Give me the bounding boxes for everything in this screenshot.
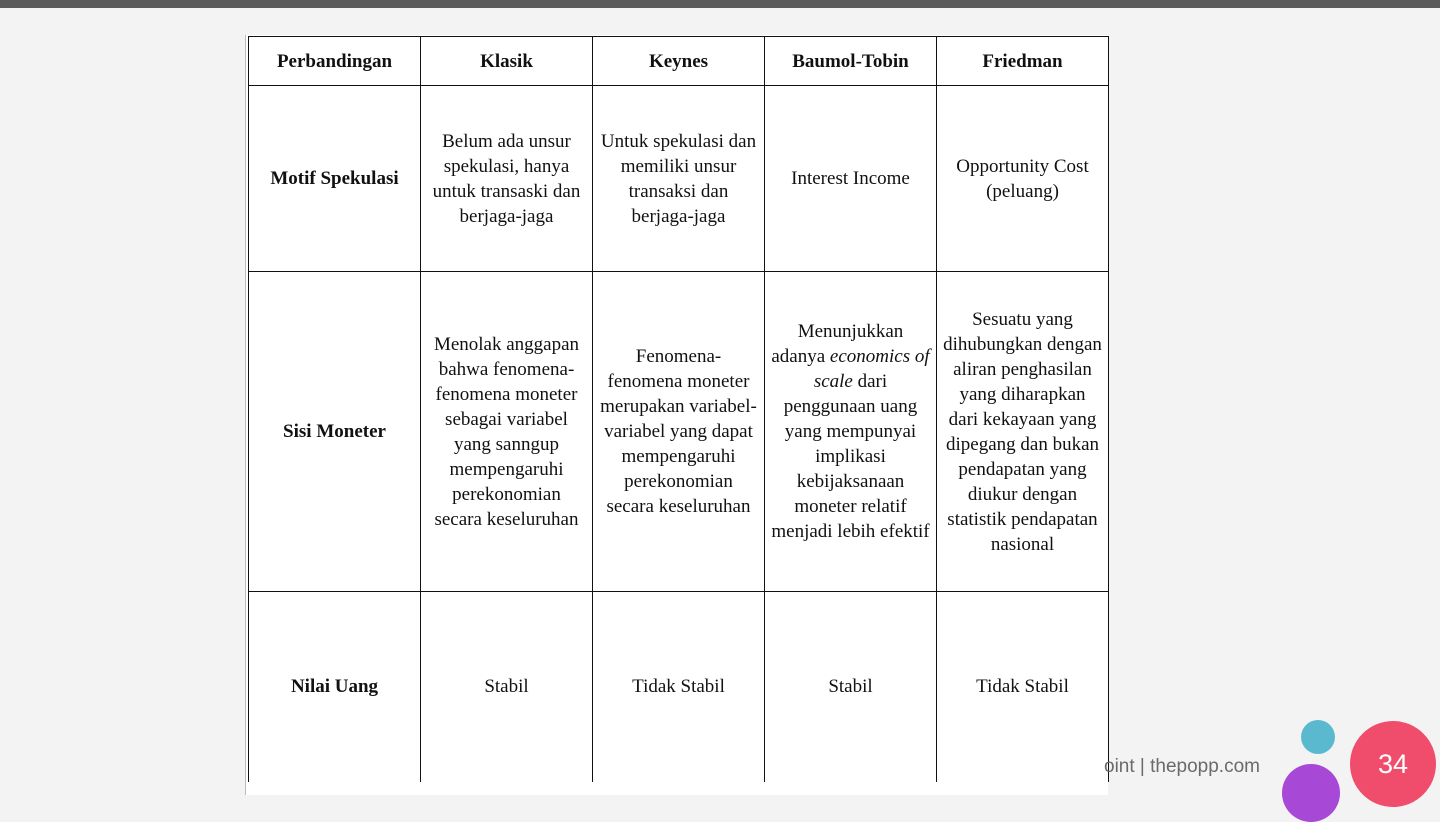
table-header-row — [249, 37, 1109, 86]
cell-klasik: Stabil — [421, 592, 593, 782]
cell-baumol-tobin: Interest Income — [765, 86, 937, 272]
cell-text-before: Menunjukkan adanya — [771, 321, 904, 367]
top-bar — [0, 0, 1440, 8]
row-label: Nilai Uang — [249, 592, 421, 782]
row-label: Sisi Moneter — [249, 272, 421, 592]
cell-friedman: Tidak Stabil — [937, 592, 1109, 782]
footer-text: oint | thepopp.com — [1104, 756, 1260, 777]
header-klasik: Klasik — [421, 37, 593, 86]
cell-text-italic: economics of scale — [813, 346, 930, 392]
comparison-table-image — [245, 35, 1108, 795]
cell-baumol-tobin — [765, 272, 937, 592]
cell-keynes: Fenomena-fenomena moneter merupakan variabel-variabel yang dapat mempengaruhi perekonomian secara keseluruhan — [593, 272, 765, 592]
table-row-motif-spekulasi — [249, 86, 1109, 272]
cell-friedman: Sesuatu yang dihubungkan dengan aliran penghasilan yang diharapkan dari kekayaan yang dipegang dan bukan pendapatan yang diukur dengan statistik pendapatan nasional — [937, 272, 1109, 592]
cell-friedman: Opportunity Cost (peluang) — [937, 86, 1109, 272]
table-row-nilai-uang — [249, 592, 1109, 782]
cell-text-after: dari penggunaan uang yang mempunyai implikasi kebijaksanaan moneter relatif menjadi lebih efektif — [771, 371, 930, 542]
header-friedman: Friedman — [937, 37, 1109, 86]
cell-keynes: Untuk spekulasi dan memiliki unsur transaksi dan berjaga-jaga — [593, 86, 765, 272]
decorative-dot-purple — [1282, 764, 1340, 822]
header-perbandingan: Perbandingan — [249, 37, 421, 86]
cell-klasik: Menolak anggapan bahwa fenomena-fenomena moneter sebagai variabel yang sanngup mempengaruhi perekonomian secara keseluruhan — [421, 272, 593, 592]
header-baumol-tobin: Baumol-Tobin — [765, 37, 937, 86]
header-keynes: Keynes — [593, 37, 765, 86]
comparison-table — [248, 36, 1109, 782]
cell-keynes: Tidak Stabil — [593, 592, 765, 782]
cell-baumol-tobin: Stabil — [765, 592, 937, 782]
decorative-dot-teal — [1301, 720, 1335, 754]
row-label: Motif Spekulasi — [249, 86, 421, 272]
cell-klasik: Belum ada unsur spekulasi, hanya untuk transaski dan berjaga-jaga — [421, 86, 593, 272]
table-row-sisi-moneter — [249, 272, 1109, 592]
page-number-badge: 34 — [1350, 721, 1436, 807]
